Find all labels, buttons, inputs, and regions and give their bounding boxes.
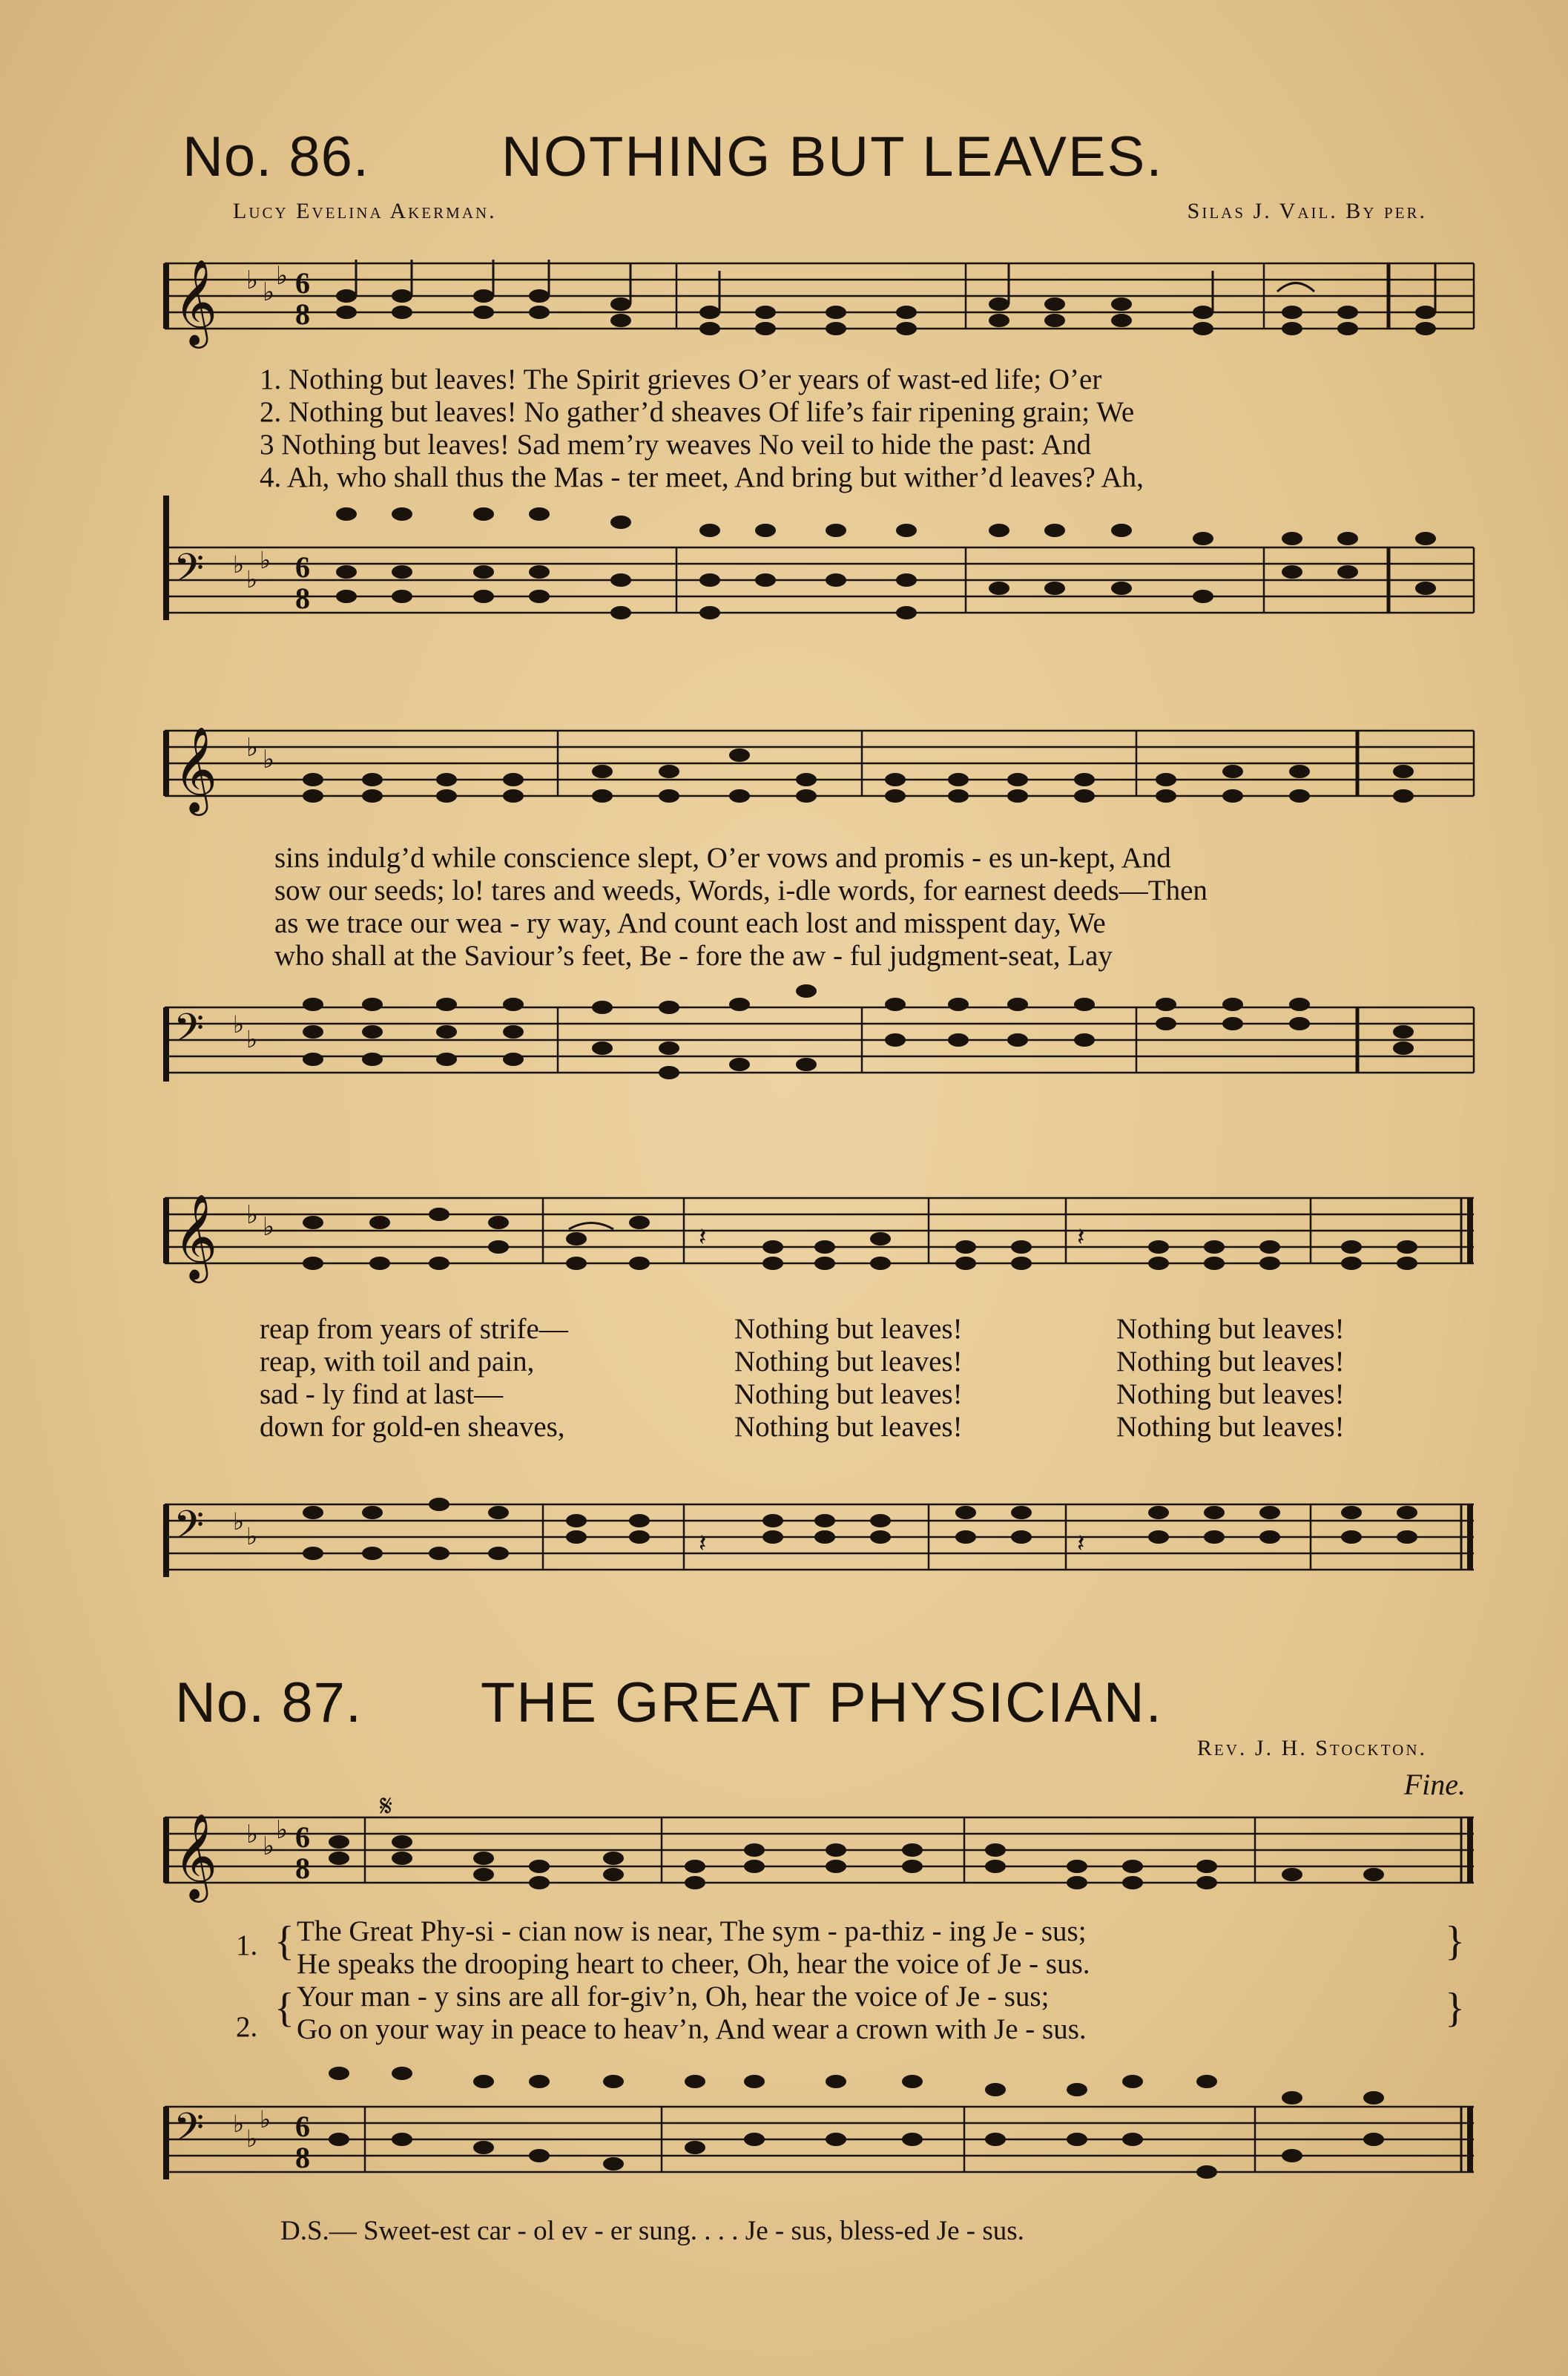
svg-text:8: 8: [295, 297, 310, 331]
ds-lyric-line: D.S.— Sweet-est car - ol ev - er sung. . . . Je - sus, bless-ed Je - sus.: [280, 2216, 1024, 2246]
lyric-line: who shall at the Saviour’s feet, Be - fore the aw - ful judgment-seat, Lay: [274, 940, 1113, 972]
hymn-87-treble-staff: [165, 1789, 1478, 1914]
svg-text:♭: ♭: [246, 1523, 258, 1550]
left-brace-2: {: [274, 1985, 294, 2031]
fine-marking: Fine.: [1403, 1768, 1466, 1801]
hymn-87-composer: Rev. J. H. Stockton.: [1196, 1736, 1427, 1760]
lyric-line: sins indulg’d while conscience slept, O’er vows and promis - es un-kept, And: [274, 842, 1171, 874]
svg-text:♭: ♭: [263, 1833, 275, 1860]
lyric-line: Nothing but leaves!: [734, 1411, 963, 1443]
hymn-86-title: NOTHING BUT LEAVES.: [501, 125, 1164, 188]
lyric-line: 1. Nothing but leaves! The Spirit grieves O’er years of wast-ed life; O’er: [260, 363, 1102, 395]
lyric-line: Go on your way in peace to heav’n, And wear a crown with Je - sus.: [297, 2013, 1087, 2045]
svg-text:𝄽: 𝄽: [699, 1224, 707, 1251]
lyric-line: The Great Phy-si - cian now is near, The sym - pa-thiz - ing Je - sus;: [297, 1915, 1087, 1947]
hymn-86-system-3-bass-staff: [165, 1452, 1478, 1601]
svg-text:♭: ♭: [263, 279, 275, 306]
hymn-87-title: THE GREAT PHYSICIAN.: [481, 1671, 1163, 1734]
verse-number-1: 1.: [236, 1929, 258, 1961]
left-brace-1: {: [274, 1918, 294, 1964]
svg-text:6: 6: [295, 550, 310, 584]
svg-text:♭: ♭: [233, 1508, 245, 1535]
lyric-line: 4. Ah, who shall thus the Mas - ter meet, And bring but wither’d leaves? Ah,: [260, 461, 1144, 493]
lyric-line: 2. Nothing but leaves! No gather’d sheaves Of life’s fair ripening grain; We: [260, 396, 1135, 428]
right-brace-1: }: [1445, 1918, 1465, 1964]
lyric-line: He speaks the drooping heart to cheer, Oh, hear the voice of Je - sus.: [297, 1948, 1090, 1980]
lyric-line: reap, with toil and pain,: [260, 1346, 535, 1378]
hymn-87-lyrics: [297, 1915, 1090, 2046]
svg-text:𝄢: 𝄢: [174, 1503, 205, 1558]
svg-text:6: 6: [295, 1820, 310, 1854]
svg-text:♭: ♭: [246, 1202, 259, 1229]
hymn-86-number: No. 86.: [182, 125, 370, 188]
lyric-line: 3 Nothing but leaves! Sad mem’ry weaves No veil to hide the past: And: [260, 429, 1092, 461]
svg-text:♭: ♭: [263, 746, 275, 774]
lyric-line: down for gold-en sheaves,: [260, 1411, 565, 1443]
hymn-86-system-1-treble-staff: [165, 256, 1478, 345]
svg-text:𝄽: 𝄽: [1077, 1530, 1085, 1558]
svg-text:♭: ♭: [260, 2106, 271, 2133]
svg-text:♭: ♭: [246, 1821, 259, 1849]
svg-text:𝄞: 𝄞: [174, 1193, 218, 1280]
svg-text:8: 8: [295, 2141, 310, 2174]
lyric-line: Nothing but leaves!: [1116, 1411, 1345, 1443]
hymn-86-system-3-lyrics-col-2: [734, 1313, 963, 1444]
svg-text:♭: ♭: [246, 267, 259, 294]
svg-text:♭: ♭: [246, 734, 259, 762]
svg-text:8: 8: [295, 1852, 310, 1885]
hymn-86-system-1-bass-staff: [165, 496, 1478, 644]
lyric-line: reap from years of strife—: [260, 1313, 568, 1345]
hymn-86-system-2-lyrics: [274, 842, 1208, 973]
svg-text:♭: ♭: [260, 547, 271, 573]
hymn-86-system-2-treble-staff: [165, 723, 1478, 812]
svg-text:𝄋: 𝄋: [380, 1789, 393, 1823]
svg-text:♭: ♭: [246, 566, 258, 593]
lyric-line: sad - ly find at last—: [260, 1378, 504, 1410]
lyric-line: Nothing but leaves!: [734, 1346, 963, 1378]
hymn-87-number: No. 87.: [175, 1671, 363, 1734]
lyric-line: sow our seeds; lo! tares and weeds, Words, i-dle words, for earnest deeds—Then: [274, 875, 1208, 906]
svg-text:♭: ♭: [246, 2125, 258, 2152]
svg-text:𝄽: 𝄽: [1077, 1224, 1085, 1251]
svg-text:𝄢: 𝄢: [174, 1006, 205, 1061]
svg-text:♭: ♭: [233, 2110, 245, 2137]
lyric-line: Nothing but leaves!: [734, 1378, 963, 1410]
svg-text:6: 6: [295, 266, 310, 300]
svg-text:♭: ♭: [263, 1214, 275, 1241]
svg-text:♭: ♭: [276, 1817, 289, 1844]
svg-text:𝄢: 𝄢: [174, 2105, 205, 2160]
svg-text:8: 8: [295, 582, 310, 615]
right-brace-2: }: [1445, 1985, 1465, 2031]
hymn-86-system-3-lyrics-col-3: [1116, 1313, 1345, 1444]
hymn-87-bass-staff: [165, 2070, 1478, 2218]
svg-text:6: 6: [295, 2110, 310, 2143]
svg-text:𝄢: 𝄢: [174, 546, 205, 601]
hymn-86-system-3-treble-staff: [165, 1191, 1478, 1309]
lyric-line: as we trace our wea - ry way, And count each lost and misspent day, We: [274, 907, 1106, 939]
lyric-line: Nothing but leaves!: [734, 1313, 963, 1345]
svg-text:𝄞: 𝄞: [174, 258, 218, 345]
verse-number-2: 2.: [236, 2011, 258, 2043]
hymn-86-system-1-lyrics: [260, 363, 1144, 494]
svg-text:𝄞: 𝄞: [174, 1812, 218, 1899]
lyric-line: Nothing but leaves!: [1116, 1346, 1345, 1378]
svg-text:𝄞: 𝄞: [174, 725, 218, 812]
svg-text:♭: ♭: [276, 263, 289, 290]
hymn-86-system-2-bass-staff: [165, 978, 1478, 1104]
svg-text:♭: ♭: [233, 551, 245, 578]
hymn-86-composer: Silas J. Vail. By per.: [1187, 199, 1427, 223]
lyric-line: Your man - y sins are all for-giv’n, Oh, hear the voice of Je - sus;: [297, 1981, 1050, 2013]
svg-text:♭: ♭: [233, 1011, 245, 1038]
lyric-line: Nothing but leaves!: [1116, 1313, 1345, 1345]
hymn-86-system-3-lyrics-col-1: [260, 1313, 568, 1444]
hymn-86-lyricist: Lucy Evelina Akerman.: [233, 199, 497, 223]
svg-text:♭: ♭: [246, 1026, 258, 1053]
lyric-line: Nothing but leaves!: [1116, 1378, 1345, 1410]
svg-text:𝄽: 𝄽: [699, 1530, 707, 1558]
